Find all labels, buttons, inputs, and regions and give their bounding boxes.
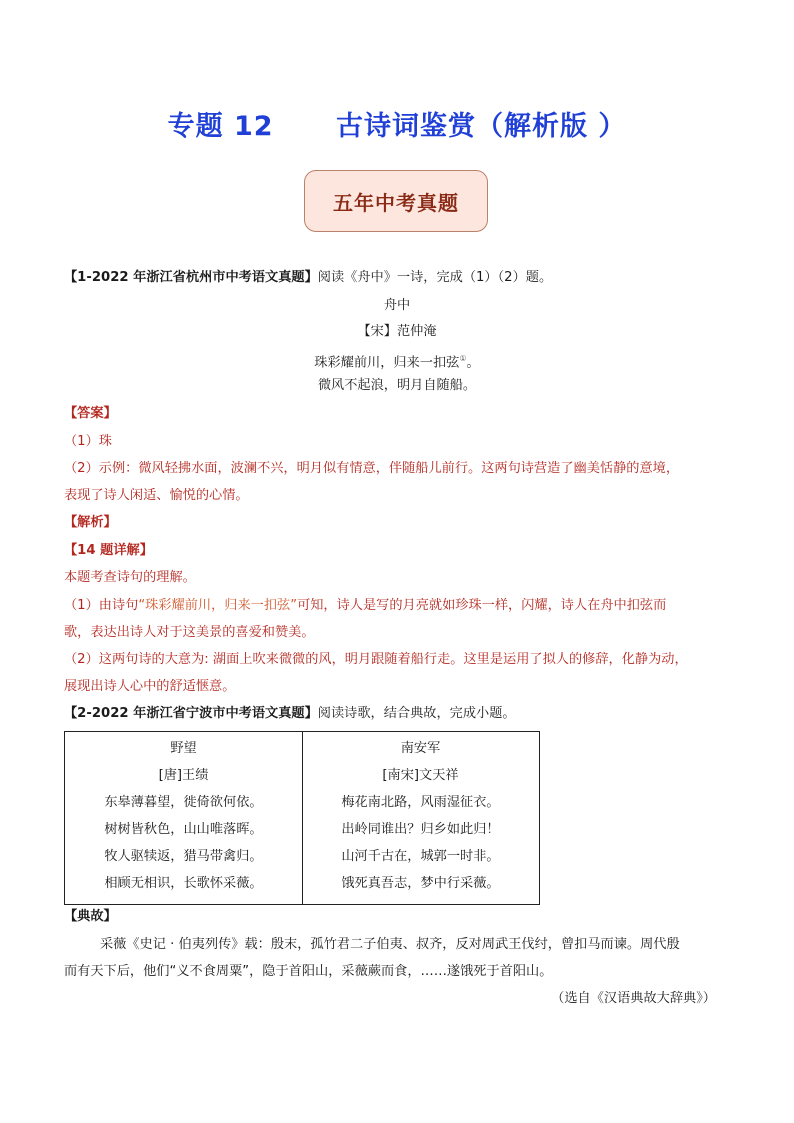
poem-a-line: 东皋薄暮望，徙倚欲何依。 <box>104 795 263 810</box>
poem-a-line: 相顾无相识，长歌怀采薇。 <box>104 876 263 891</box>
answer-heading: 【答案】 <box>64 406 117 421</box>
detail-2-line-1: （2）这两句诗的大意为: 湖面上吹来微微的风，明月跟随着船行走。这里是运用了拟人的修辞，化静为动， <box>64 652 688 667</box>
q2-prompt: 阅读诗歌，结合典故，完成小题。 <box>317 706 516 721</box>
section-badge: 五年中考真题 <box>304 170 488 232</box>
poem-a-column <box>65 732 303 904</box>
detail-intro: 本题考查诗句的理解。 <box>64 570 196 585</box>
poem-b-title: 南安军 <box>400 741 441 756</box>
allusion-line-1: 采薇《史记 · 伯夷列传》载：殷末，孤竹君二子伯夷、叔齐，反对周武王伐纣，曾扣马而谏。周代殷 <box>100 937 680 952</box>
poem-b-column <box>302 732 539 904</box>
q1-poem-author: 【宋】范仲淹 <box>357 324 437 339</box>
poem-b-author: [南宋]文天祥 <box>382 768 459 783</box>
poem-b-line: 饿死真吾志，梦中行采薇。 <box>341 876 500 891</box>
poem-b-line: 出岭同谁出？归乡如此归！ <box>341 822 500 837</box>
detail-1-post: 可知，诗人是写的月亮就如珍珠一样，闪耀，诗人在舟中扣弦而 <box>297 598 667 613</box>
q2-source-tag: 【2-2022 年浙江省宁波市中考语文真题】 <box>64 706 318 721</box>
allusion-heading: 【典故】 <box>64 909 117 924</box>
poem-b-line: 梅花南北路，风雨湿征衣。 <box>341 795 500 810</box>
answer-2-line-1: （2）示例：微风轻拂水面，波澜不兴，明月似有情意，伴随船儿前行。这两句诗营造了幽美恬静的意境， <box>64 461 680 476</box>
detail-1-quote: “珠彩耀前川，归来一扣弦” <box>138 598 298 613</box>
poem-a-title: 野望 <box>170 741 197 756</box>
detail-2-line-2: 展现出诗人心中的舒适惬意。 <box>64 679 236 694</box>
detail-1-pre: （1）由诗句 <box>64 598 139 613</box>
analysis-heading: 【解析】 <box>64 515 117 530</box>
detail-1-line-2: 歌，表达出诗人对于这美景的喜爱和赞美。 <box>64 625 315 640</box>
q1-poem-line-1 <box>0 349 794 373</box>
poem-b-line: 山河千古在，城郭一时非。 <box>341 849 500 864</box>
q2-heading <box>64 704 516 724</box>
q1-prompt: 阅读《舟中》一诗，完成（1）（2）题。 <box>317 270 553 285</box>
q1-source-tag: 【1-2022 年浙江省杭州市中考语文真题】 <box>64 270 318 285</box>
poem-comparison-table <box>64 731 540 905</box>
allusion-source: （选自《汉语典故大辞典》） <box>551 991 716 1006</box>
answer-2-line-2: 表现了诗人闲适、愉悦的心情。 <box>64 488 249 503</box>
poem-a-line: 树树皆秋色，山山唯落晖。 <box>104 822 263 837</box>
q1-heading <box>64 268 552 288</box>
poem-a-author: [唐]王绩 <box>158 768 209 783</box>
poem-line-end: 。 <box>466 355 480 371</box>
q1-poem-title: 舟中 <box>383 298 411 313</box>
poem-line-text: 珠彩耀前川，归来一扣弦 <box>314 355 460 371</box>
q1-poem-line-2: 微风不起浪，明月自随船。 <box>317 378 477 393</box>
footnote-mark: ① <box>459 354 467 363</box>
allusion-line-2: 而有天下后，他们“义不食周粟”，隐于首阳山，采薇蕨而食，……遂饿死于首阳山。 <box>64 964 553 979</box>
detail-heading: 【14 题详解】 <box>64 543 153 558</box>
page-title: 专题 12 古诗词鉴赏（解析版 ） <box>167 111 627 142</box>
poem-a-line: 牧人驱犊返，猎马带禽归。 <box>104 849 263 864</box>
detail-1-line-1 <box>64 596 666 616</box>
answer-1: （1）珠 <box>64 434 112 449</box>
